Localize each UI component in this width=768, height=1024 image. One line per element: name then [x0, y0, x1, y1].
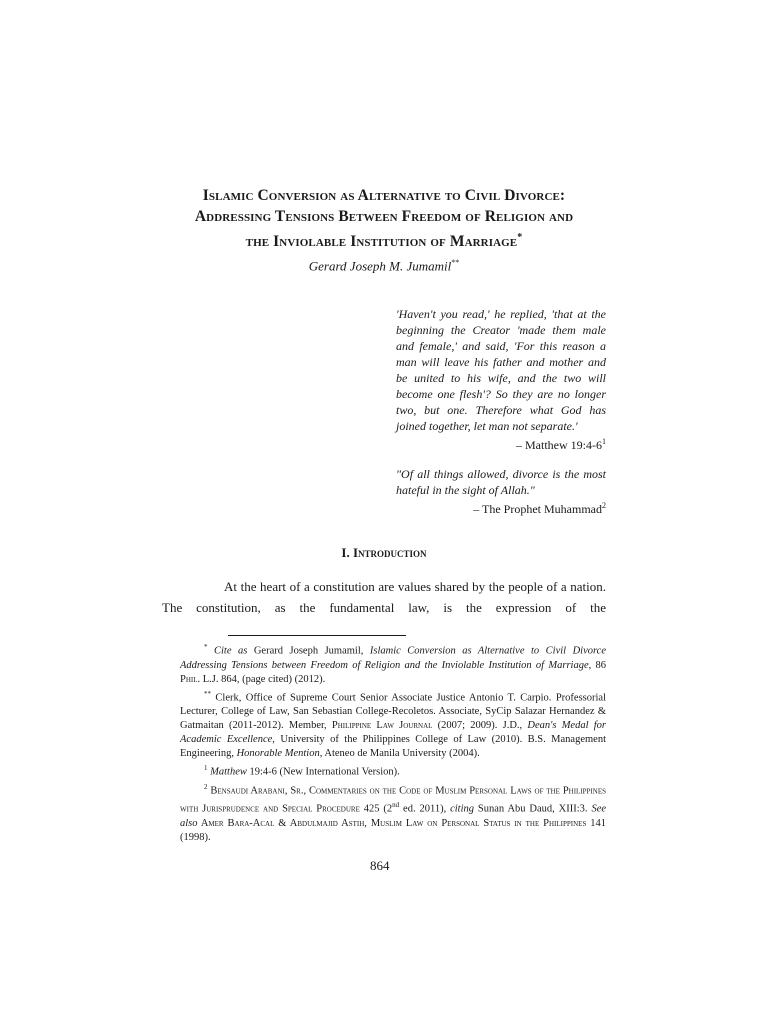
footnote-4-see: See also [180, 803, 607, 829]
footnotes [180, 640, 606, 845]
footnote-4-work: Bensaudi Arabani, Sr., Commentaries on the Code of Muslim Personal Laws of the Philippines with Jurisprudence and Special Procedure [180, 785, 607, 815]
footnote-2-text-a: Clerk, Office of Supreme Court Senior Associate Justice Antonio T. Carpio. Professorial Lecturer, College of Law, San Sebastian College-Recoletos. Associate, SyCip Salazar Hernandez & Gatmaitan (2011-2012). Member, [180, 692, 606, 731]
article-title [150, 185, 618, 252]
footnote-divider [228, 635, 406, 636]
epigraph-quote-2: "Of all things allowed, divorce is the most hateful in the sight of Allah." [396, 467, 606, 497]
footnote-3 [180, 761, 606, 780]
footnote-3-mark: 1 [204, 764, 208, 772]
footnote-4-text-d: 141 (1998). [180, 817, 607, 843]
title-footnote-mark[interactable]: * [517, 232, 523, 243]
body-paragraph: At the heart of a constitution are values shared by the people of a nation. The constitution, as the fundamental law, is the expression of the [162, 579, 606, 615]
body-text [162, 576, 606, 618]
footnote-4-mark: 2 [204, 782, 208, 791]
page-number: 864 [370, 858, 390, 873]
footnote-4-text-a: 425 (2 [359, 803, 393, 815]
title-line-2: Addressing Tensions Between Freedom of Religion and [194, 208, 574, 225]
footnote-2-medal: Dean's Medal for Academic Excellence [180, 720, 606, 745]
section-title: Introduction [352, 545, 427, 560]
title-line-3 [150, 227, 618, 252]
footnote-1-author: Gerard Joseph Jumamil, [253, 645, 364, 657]
footnote-2-text-b: (2007; 2009). J.D., [432, 720, 528, 731]
epigraph-quote-1: 'Haven't you read,' he replied, 'that at the beginning the Creator 'made them male and female,' and said, 'For this reason a man will leave his father and mother and be united to his wife, and the two will become one flesh'? So they are no longer two, but one. Therefore what God has joined together, let man not separate.' [396, 307, 606, 433]
footnote-1-cite: Cite as [214, 645, 248, 657]
author-name: Gerard Joseph M. Jumamil [308, 258, 452, 274]
footnote-2-text-d: , Ateneo de Manila University (2004). [319, 748, 480, 759]
footnote-4-text-b: ed. 2011), [399, 803, 451, 815]
footnote-2-mark: ** [204, 689, 211, 698]
footnote-4-text-c: Sunan Abu Daud, XIII:3. [474, 803, 592, 815]
footnote-1-journal: Phil [180, 673, 198, 685]
section-heading [150, 545, 618, 561]
epigraph-note-2[interactable]: 2 [602, 501, 606, 510]
epigraph-attribution-2 [473, 498, 606, 517]
footnote-4-nd: nd [392, 801, 400, 809]
title-line-3-text: the Inviolable Institution of Marriage [245, 233, 518, 251]
footnote-1-tail-a: , 86 [588, 659, 607, 671]
epigraph-attribution-1 [516, 434, 606, 453]
footnote-3-text: 19:4-6 (New International Version). [246, 766, 400, 778]
section-number: I. [341, 545, 350, 560]
epigraph-attribution-1-text: – Matthew 19:4-6 [516, 438, 602, 452]
title-line-1: Islamic Conversion as Alternative to Civil Divorce: [202, 187, 566, 204]
footnote-1 [180, 640, 606, 687]
author-byline [150, 258, 618, 274]
author-footnote-mark[interactable]: ** [451, 258, 460, 267]
epigraph-note-1[interactable]: 1 [602, 437, 606, 446]
footnote-1-tail-b: . L.J. 864, (page cited) (2012). [197, 673, 326, 685]
footnote-2-journal: Philippine Law Journal [331, 720, 433, 731]
footnote-4 [180, 780, 606, 845]
footnote-2 [180, 687, 606, 762]
epigraph-attribution-2-text: – The Prophet Muhammad [473, 502, 602, 516]
footnote-3-book: Matthew [210, 766, 247, 778]
footnote-4-citing: citing [450, 803, 475, 815]
footnote-1-title: Islamic Conversion as Alternative to Civil Divorce Addressing Tensions between Freedom of Religion and the Inviolable Institution of Marriage [180, 645, 606, 671]
footnote-4-work2: Amer Bara-Acal & Abdulmajid Astih, Muslim Law on Personal Status in the Philippines [197, 817, 587, 829]
footnote-2-text-c: , University of the Philippines College of Law (2010). B.S. Management Engineering, [180, 734, 606, 759]
footnote-2-honor: Honorable Mention [236, 748, 320, 759]
footnote-1-mark: * [204, 643, 208, 651]
